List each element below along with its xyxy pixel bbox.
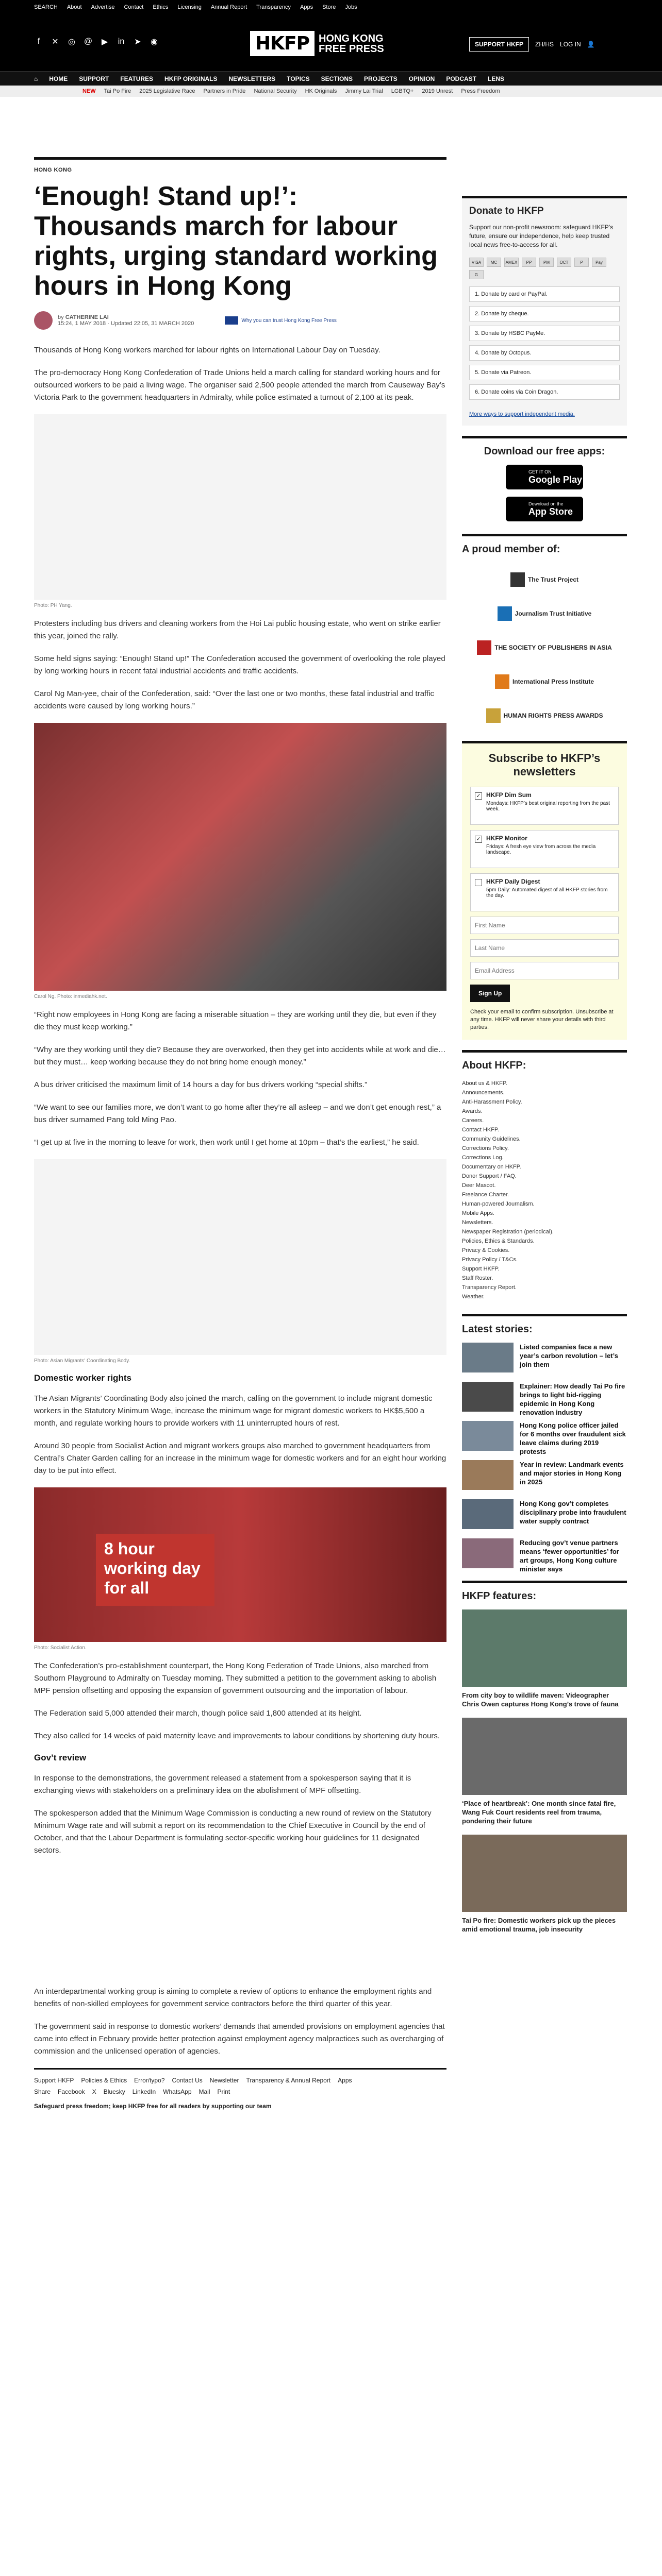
donate-option[interactable]: 1. Donate by card or PayPal.	[469, 286, 620, 302]
article-photo-4	[34, 1487, 446, 1642]
trending-lgbtq[interactable]: LGBTQ+	[391, 88, 414, 94]
share-facebook[interactable]: Facebook	[58, 2088, 85, 2095]
trust-link[interactable]: Why you can trust Hong Kong Free Press	[225, 316, 337, 325]
share-print[interactable]: Print	[217, 2088, 230, 2095]
topbar-annual-report[interactable]: Annual Report	[210, 4, 247, 10]
paypal-icon: PP	[522, 258, 536, 267]
topbar-contact[interactable]: Contact	[124, 4, 144, 10]
latest-story[interactable]: Year in review: Landmark events and major stories in Hong Kong in 2025	[462, 1460, 627, 1490]
about-link[interactable]: Weather.	[462, 1294, 485, 1300]
patreon-icon: P	[574, 258, 589, 267]
language-switch[interactable]: ZH/HS	[535, 41, 554, 48]
photo-caption: Photo: PH Yang.	[34, 603, 72, 608]
main-navigation	[0, 71, 662, 86]
paragraph: They also called for 14 weeks of paid maternity leave and improvements to labour conditions by shortening duty hours.	[34, 1732, 440, 1740]
nav-home-icon[interactable]: ⌂	[34, 75, 38, 82]
ad-spacer	[34, 1867, 446, 1986]
mastercard-icon: MC	[487, 258, 501, 267]
apps-title: Download our free apps:	[462, 436, 627, 457]
nav-features[interactable]: FEATURES	[120, 75, 154, 82]
new-badge: NEW	[82, 88, 96, 94]
link-transparency[interactable]: Transparency & Annual Report	[246, 2077, 331, 2084]
topbar-jobs[interactable]: Jobs	[345, 4, 357, 10]
paragraph: Around 30 people from Socialist Action and migrant workers groups also marched to government headquarters from Central’s Chater Garden calling for an increase in the minimum wage for domestic workers and for an eight hour working day to be put into effect.	[34, 1442, 446, 1475]
linkedin-icon[interactable]: in	[118, 37, 125, 46]
newsletter-signup	[462, 741, 627, 1040]
about-link[interactable]: Corrections Log.	[462, 1155, 504, 1161]
latest-story[interactable]: Explainer: How deadly Tai Po fire brings to light bid-rigging epidemic in Hong Kong renovation industry	[462, 1382, 627, 1412]
trending-partners-pride[interactable]: Partners in Pride	[203, 88, 246, 94]
about-link[interactable]: Newspaper Registration (periodical).	[462, 1229, 554, 1235]
ipi-icon	[495, 674, 509, 689]
nav-sections[interactable]: SECTIONS	[321, 75, 353, 82]
nav-projects[interactable]: PROJECTS	[363, 75, 398, 82]
donate-option[interactable]: 5. Donate via Patreon.	[469, 365, 620, 380]
subheading: Domestic worker rights	[34, 1373, 131, 1383]
donate-title: Donate to HKFP	[469, 206, 544, 216]
paragraph: The spokesperson added that the Minimum Wage Commission is conducting a new round of review on the Statutory Minimum Wage rate and will submit a report on its recommendation to the Chief Executive in Council by the end of October, and that the Labour Department is formulating sector-specific working hour guidelines for 11 designated sectors.	[34, 1809, 432, 1855]
donate-option[interactable]: 3. Donate by HSBC PayMe.	[469, 326, 620, 341]
article	[34, 157, 446, 2110]
paragraph: The pro-democracy Hong Kong Confederation of Trade Unions held a march calling for standard working hours and for outsourced workers to be paid a living wage. The organiser said 2,500 people attended the march from Causeway Bay’s Victoria Park to the government headquarters in Admiralty, while police estimated a turnout of 2,100 at its peak.	[34, 368, 445, 402]
paragraph: The Federation said 5,000 attended their march, though police said 1,800 attended at its height.	[34, 1709, 362, 1718]
article-title: ‘Enough! Stand up!’: Thousands march for labour rights, urging standard working hours in Hong Kong	[34, 181, 438, 301]
subheading: Gov’t review	[34, 1753, 87, 1762]
nav-hkfp-originals[interactable]: HKFP ORIGINALS	[164, 75, 218, 82]
member-ipi[interactable]: International Press Institute	[462, 665, 627, 699]
article-footer-links	[34, 2077, 446, 2084]
google-play-badge[interactable]: GET IT ON Google Play	[506, 465, 583, 489]
about-link[interactable]: Awards.	[462, 1108, 483, 1114]
paragraph: The Asian Migrants’ Coordinating Body also joined the march, calling on the government to include migrant domestic workers in the Statutory Minimum Wage, increase the minimum wage for migrant domestic workers to HK$5,500 a month, and regulate working hours to provide workers with 11 uninterrupted hours of rest.	[34, 1394, 433, 1428]
story-thumbnail	[462, 1382, 514, 1412]
topbar-transparency[interactable]: Transparency	[256, 4, 291, 10]
about-link[interactable]: Support HKFP.	[462, 1266, 500, 1272]
x-icon[interactable]: ✕	[52, 38, 59, 46]
topbar-licensing[interactable]: Licensing	[177, 4, 202, 10]
latest-story[interactable]: Hong Kong police officer jailed for 6 months over fraudulent sick leave claims during 2019 protests	[462, 1421, 627, 1451]
feature-story[interactable]: Tai Po fire: Domestic workers pick up the pieces amid emotional trauma, job insecurity	[462, 1835, 627, 1934]
donate-option[interactable]: 2. Donate by cheque.	[469, 306, 620, 321]
feature-image	[462, 1718, 627, 1795]
about-title: About HKFP:	[462, 1050, 627, 1072]
checkbox[interactable]	[475, 879, 482, 886]
paragraph: “Why are they working until they die? Because they are overworked, then they get into accidents while at work and die… but they must… keep working because they do not bring home enough money.”	[34, 1045, 446, 1066]
youtube-icon[interactable]: ▶	[101, 38, 108, 46]
about-link[interactable]: Documentary on HKFP.	[462, 1164, 521, 1170]
nav-home[interactable]: HOME	[49, 75, 68, 82]
link-contact[interactable]: Contact Us	[172, 2077, 203, 2084]
share-linkedin[interactable]: LinkedIn	[132, 2088, 156, 2095]
about-link[interactable]: Staff Roster.	[462, 1275, 493, 1281]
nav-podcast[interactable]: PODCAST	[446, 75, 477, 82]
share-mail[interactable]: Mail	[198, 2088, 210, 2095]
story-thumbnail	[462, 1460, 514, 1490]
logo-mark: HKFP	[250, 31, 315, 56]
trending-2019-unrest[interactable]: 2019 Unrest	[422, 88, 453, 94]
checkbox[interactable]: ✓	[475, 836, 482, 843]
newsletter-option-monitor[interactable]: ✓ HKFP Monitor Fridays: A fresh eye view from across the media landscape.	[470, 830, 619, 868]
features-title: HKFP features:	[462, 1581, 627, 1602]
nav-support[interactable]: SUPPORT	[79, 75, 109, 82]
story-thumbnail	[462, 1538, 514, 1568]
article-photo-1	[34, 414, 446, 600]
feature-story[interactable]: From city boy to wildlife maven: Videographer Chris Owen captures Hong Kong’s trove of fauna	[462, 1609, 627, 1708]
social-links	[34, 37, 159, 46]
about-link[interactable]: Contact HKFP.	[462, 1127, 499, 1133]
author-name[interactable]: CATHERINE LAI	[65, 314, 109, 320]
jti-icon	[498, 606, 512, 621]
link-support[interactable]: Support HKFP	[34, 2077, 74, 2084]
payment-icons	[469, 258, 620, 279]
donate-option[interactable]: 6. Donate coins via Coin Dragon.	[469, 384, 620, 400]
trending-jimmy-lai[interactable]: Jimmy Lai Trial	[345, 88, 383, 94]
about-link[interactable]: Anti-Harassment Policy.	[462, 1099, 522, 1105]
about-list	[462, 1079, 627, 1301]
topbar-about[interactable]: About	[67, 4, 82, 10]
about-link[interactable]: Newsletters.	[462, 1219, 493, 1226]
log-in-link[interactable]: LOG IN	[560, 41, 581, 48]
topbar-apps[interactable]: Apps	[300, 4, 313, 10]
google-pay-icon: G	[469, 270, 484, 279]
octopus-icon: OCT	[557, 258, 571, 267]
last-name-field[interactable]	[470, 939, 619, 957]
about-link[interactable]: Freelance Charter.	[462, 1192, 509, 1198]
about-link[interactable]: Human-powered Journalism.	[462, 1201, 535, 1207]
donate-text: Support our non-profit newsroom: safeguard HKFP’s future, ensure our independence, help keep trusted local news free-to-access for all.	[469, 224, 614, 248]
app-store-badge[interactable]: Download on the App Store	[506, 497, 583, 521]
about-link[interactable]: Mobile Apps.	[462, 1210, 494, 1216]
section-rule	[34, 157, 446, 160]
story-thumbnail	[462, 1499, 514, 1529]
paragraph: An interdepartmental working group is aiming to complete a review of options to enhance the employment rights and benefits of non-skilled employees for government service contractors before the third quarter of this year.	[34, 1987, 432, 2008]
utility-bar	[0, 0, 662, 14]
paragraph: Carol Ng Man-yee, chair of the Confederation, said: “Over the last one or two months, these fatal industrial and traffic accidents were caused by long working hours.”	[34, 689, 434, 710]
visa-icon: VISA	[469, 258, 484, 267]
links-rule	[34, 2068, 446, 2070]
facebook-icon[interactable]: f	[37, 37, 40, 46]
story-thumbnail	[462, 1421, 514, 1451]
latest-story[interactable]: Listed companies face a new year’s carbon revolution – let’s join them	[462, 1343, 627, 1372]
link-policies[interactable]: Policies & Ethics	[81, 2077, 127, 2084]
nav-lens[interactable]: LENS	[488, 75, 505, 82]
newsletter-option-dim-sum[interactable]: ✓ HKFP Dim Sum Mondays: HKFP’s best original reporting from the past week.	[470, 787, 619, 825]
about-link[interactable]: Transparency Report.	[462, 1284, 517, 1291]
about-link[interactable]: Privacy & Cookies.	[462, 1247, 510, 1253]
article-photo-2	[34, 723, 446, 991]
author-avatar	[34, 311, 53, 330]
newsletter-title: Subscribe to HKFP’s newsletters	[488, 752, 601, 778]
member-trust-project[interactable]: The Trust Project	[462, 563, 627, 597]
nav-topics[interactable]: TOPICS	[287, 75, 310, 82]
story-thumbnail	[462, 1343, 514, 1372]
paragraph: In response to the demonstrations, the government released a statement from a spokesperson saying that it is exchanging views with stakeholders on a preliminary idea on the abolishment of MPF offsetting.	[34, 1774, 411, 1795]
sidebar	[462, 196, 627, 1943]
about-link[interactable]: Corrections Policy.	[462, 1145, 509, 1151]
paragraph: Protesters including bus drivers and cleaning workers from the Hoi Lai public housing estate, who went on strike earlier this year, joined the rally.	[34, 619, 441, 640]
instagram-icon[interactable]: ◎	[68, 38, 75, 46]
more-ways-wrap	[469, 409, 620, 418]
nav-opinion[interactable]: OPINION	[408, 75, 435, 82]
telegram-icon[interactable]: ➤	[134, 38, 141, 46]
author-block: by CATHERINE LAI 15:24, 1 MAY 2018 · Updated 22:05, 31 MARCH 2020	[58, 314, 194, 327]
latest-title: Latest stories:	[462, 1314, 627, 1335]
about-link[interactable]: Announcements.	[462, 1090, 505, 1096]
about-link[interactable]: Policies, Ethics & Standards.	[462, 1238, 535, 1244]
about-link[interactable]: Privacy Policy / T&Cs.	[462, 1257, 518, 1263]
link-newsletter[interactable]: Newsletter	[209, 2077, 239, 2084]
about-link[interactable]: About us & HKFP.	[462, 1080, 507, 1087]
newsletter-note: Check your email to confirm subscription. Unsubscribe at any time. HKFP will never share your details with third parties.	[470, 1009, 614, 1030]
paragraph: “I get up at five in the morning to leave for work, then work until I get home at 10pm – that’s the earliest,” he said.	[34, 1138, 419, 1147]
about-link[interactable]: Careers.	[462, 1117, 484, 1124]
member-title: A proud member of:	[462, 534, 627, 555]
apple-pay-icon: Pay	[592, 258, 606, 267]
feature-story[interactable]: ‘Place of heartbreak’: One month since fatal fire, Wang Fuk Court residents reel from trauma, pondering their future	[462, 1718, 627, 1825]
topbar-ethics[interactable]: Ethics	[153, 4, 169, 10]
link-apps[interactable]: Apps	[338, 2077, 352, 2084]
trending-tai-po-fire[interactable]: Tai Po Fire	[104, 88, 131, 94]
about-link[interactable]: Deer Mascot.	[462, 1182, 496, 1189]
support-button[interactable]: SUPPORT HKFP	[469, 37, 529, 52]
hrpa-icon	[486, 708, 501, 723]
first-name-field[interactable]	[470, 917, 619, 934]
latest-story[interactable]: Reducing gov’t venue partners means ‘fewer opportunities’ for art groups, Hong Kong culture minister says	[462, 1538, 627, 1568]
topbar-search[interactable]: SEARCH	[34, 4, 58, 10]
topbar-store[interactable]: Store	[322, 4, 336, 10]
paragraph: A bus driver criticised the maximum limit of 14 hours a day for bus drivers working “special shifts.”	[34, 1080, 368, 1089]
trending-bar	[0, 86, 662, 97]
donate-option[interactable]: 4. Donate by Octopus.	[469, 345, 620, 361]
safeguard-cta[interactable]: Safeguard press freedom; keep HKFP free for all readers by supporting our team	[34, 2103, 272, 2110]
article-photo-3	[34, 1159, 446, 1355]
share-label: Share	[34, 2088, 51, 2095]
trending-national-security[interactable]: National Security	[254, 88, 297, 94]
site-logo[interactable]	[250, 31, 384, 56]
photo-caption: Photo: Socialist Action.	[34, 1645, 87, 1651]
member-hrpa[interactable]: HUMAN RIGHTS PRESS AWARDS	[462, 699, 627, 733]
donate-box	[462, 196, 627, 426]
header-actions	[469, 37, 595, 52]
trending-hk-originals[interactable]: HK Originals	[305, 88, 337, 94]
more-ways-link[interactable]: More ways to support independent media.	[469, 411, 575, 417]
trending-legco-race[interactable]: 2025 Legislative Race	[139, 88, 195, 94]
share-bluesky[interactable]: Bluesky	[103, 2088, 125, 2095]
user-icon[interactable]: 👤	[587, 41, 595, 48]
photo-caption: Carol Ng. Photo: inmediahk.net.	[34, 994, 107, 999]
trust-project-icon	[225, 316, 238, 325]
logo-text: HONG KONG FREE PRESS	[319, 32, 384, 55]
paragraph: Some held signs saying: “Enough! Stand up!” The Confederation accused the government of overlooking the role played by long working hours in recent fatal industrial accidents and traffic accidents.	[34, 654, 445, 675]
protest-sign: 8 hour working day for all	[96, 1534, 214, 1606]
trust-project-icon	[510, 572, 525, 587]
paragraph: “Right now employees in Hong Kong are facing a miserable situation – they are working until they die, but even if they die they must keep working.”	[34, 1010, 437, 1031]
sopa-icon	[477, 640, 491, 655]
trending-press-freedom[interactable]: Press Freedom	[461, 88, 500, 94]
nav-newsletters[interactable]: NEWSLETTERS	[228, 75, 276, 82]
article-dates: 15:24, 1 MAY 2018 · Updated 22:05, 31 MARCH 2020	[58, 320, 194, 327]
about-link[interactable]: Donor Support / FAQ.	[462, 1173, 517, 1179]
share-whatsapp[interactable]: WhatsApp	[163, 2088, 192, 2095]
sign-up-button[interactable]: Sign Up	[470, 985, 510, 1002]
member-jti[interactable]: Journalism Trust Initiative	[462, 597, 627, 631]
feature-image	[462, 1609, 627, 1687]
site-header	[0, 14, 662, 71]
amex-icon: AMEX	[504, 258, 519, 267]
paragraph: The Confederation’s pro-establishment counterpart, the Hong Kong Federation of Trade Unions, also marched from Southorn Playground to Admiralty on Tuesday morning. They submitted a petition to the government asking to abolish MPF pension offsetting and opposing the expansion of government outsourcing and the importation of labour.	[34, 1662, 437, 1695]
paragraph: Thousands of Hong Kong workers marched for labour rights on International Labour Day on Tuesday.	[34, 346, 380, 354]
email-field[interactable]	[470, 962, 619, 979]
paragraph: The government said in response to domestic workers’ demands that amended provisions on employment agencies that came into effect in February provide better protection against employment agency malpractices such as overcharging of commission and the unlicensed operation of agencies.	[34, 2022, 445, 2056]
threads-icon[interactable]: @	[84, 37, 93, 46]
about-link[interactable]: Community Guidelines.	[462, 1136, 521, 1142]
latest-story[interactable]: Hong Kong gov’t completes disciplinary probe into fraudulent water supply contract	[462, 1499, 627, 1529]
share-x[interactable]: X	[92, 2088, 96, 2095]
member-sopa[interactable]: THE SOCIETY OF PUBLISHERS IN ASIA	[462, 631, 627, 665]
payme-icon: PM	[539, 258, 554, 267]
newsletter-option-daily-digest[interactable]: HKFP Daily Digest 5pm Daily: Automated digest of all HKFP stories from the day.	[470, 873, 619, 911]
checkbox[interactable]: ✓	[475, 792, 482, 800]
rss-icon[interactable]: ◉	[151, 38, 158, 46]
topbar-advertise[interactable]: Advertise	[91, 4, 115, 10]
photo-caption: Photo: Asian Migrants' Coordinating Body.	[34, 1358, 130, 1364]
feature-image	[462, 1835, 627, 1912]
link-error[interactable]: Error/typo?	[134, 2077, 165, 2084]
byline	[34, 310, 446, 331]
section-label[interactable]: HONG KONG	[34, 167, 72, 173]
paragraph: “We want to see our families more, we don’t want to go home after they’re all asleep – and we don’t get enough rest,” a bus driver surnamed Pang told Ming Pao.	[34, 1103, 441, 1124]
share-links	[34, 2088, 446, 2095]
